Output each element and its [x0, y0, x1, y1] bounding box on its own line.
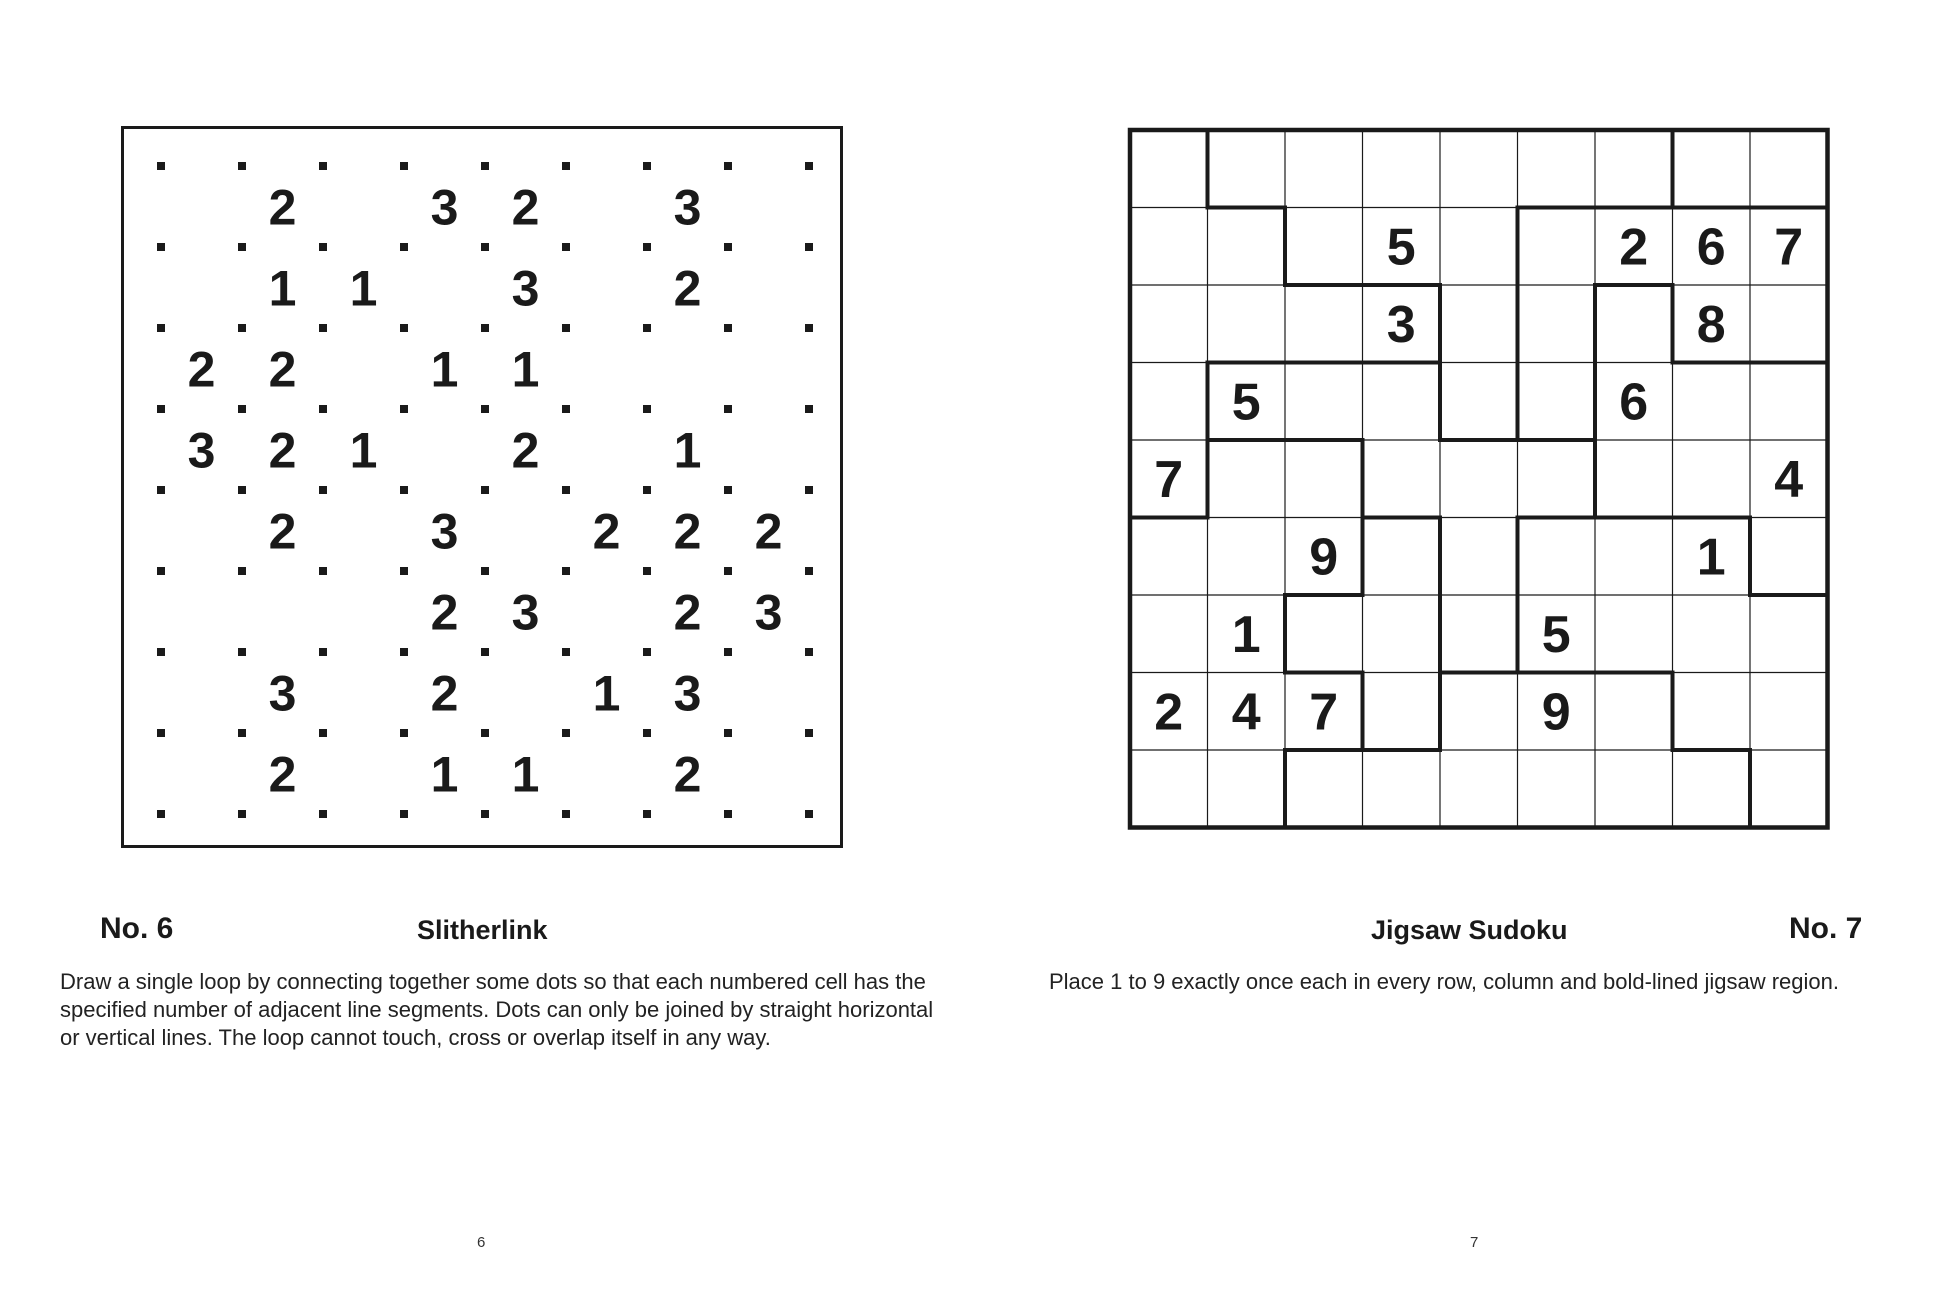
grid-dot	[238, 810, 246, 818]
grid-dot	[238, 405, 246, 413]
grid-dot	[319, 567, 327, 575]
grid-dot	[562, 486, 570, 494]
grid-dot	[157, 729, 165, 737]
clue-number: 1	[511, 746, 540, 803]
grid-dot	[319, 810, 327, 818]
given-digit: 7	[1309, 683, 1339, 742]
clue-number: 1	[430, 746, 459, 803]
grid-dot	[400, 810, 408, 818]
jigsaw-sudoku-grid	[1127, 127, 1831, 831]
given-digit: 3	[1386, 295, 1416, 354]
grid-dot	[724, 648, 732, 656]
clue-number: 1	[268, 260, 297, 317]
grid-dot	[481, 324, 489, 332]
given-digit: 8	[1696, 295, 1726, 354]
grid-dot	[643, 324, 651, 332]
given-digit: 6	[1696, 218, 1726, 277]
clue-number: 2	[511, 179, 540, 236]
grid-dot	[400, 324, 408, 332]
grid-dot	[157, 810, 165, 818]
clue-number: 2	[430, 584, 459, 641]
grid-dot	[805, 729, 813, 737]
grid-dot	[724, 567, 732, 575]
grid-dot	[643, 729, 651, 737]
grid-dot	[643, 243, 651, 251]
grid-dot	[643, 162, 651, 170]
grid-dot	[643, 405, 651, 413]
given-digit: 2	[1619, 218, 1649, 277]
grid-dot	[805, 810, 813, 818]
clue-number: 3	[511, 260, 540, 317]
grid-dot	[724, 729, 732, 737]
grid-dot	[319, 729, 327, 737]
grid-dot	[319, 324, 327, 332]
grid-dot	[238, 162, 246, 170]
grid-dot	[724, 405, 732, 413]
grid-dot	[562, 162, 570, 170]
grid-dot	[238, 486, 246, 494]
grid-dot	[400, 486, 408, 494]
given-digit: 7	[1774, 218, 1804, 277]
clue-number: 1	[349, 422, 378, 479]
grid-dot	[157, 324, 165, 332]
puzzle-title: Jigsaw Sudoku	[1371, 915, 1568, 945]
puzzle-number: No. 7	[1789, 912, 1863, 945]
grid-dot	[157, 567, 165, 575]
given-digit: 9	[1541, 683, 1571, 742]
grid-dot	[481, 405, 489, 413]
grid-dot	[562, 810, 570, 818]
grid-dot	[562, 405, 570, 413]
puzzle-instructions: Place 1 to 9 exactly once each in every row, column and bold-lined jigsaw region.	[1049, 969, 1840, 994]
grid-dot	[724, 243, 732, 251]
grid-dot	[400, 162, 408, 170]
clue-number: 2	[187, 341, 216, 398]
page-number: 6	[477, 1234, 486, 1251]
grid-dot	[400, 567, 408, 575]
grid-dot	[805, 243, 813, 251]
right-page	[973, 0, 1946, 1292]
slitherlink-grid	[121, 126, 843, 848]
clue-number: 2	[673, 746, 702, 803]
puzzle-title: Slitherlink	[417, 915, 548, 945]
grid-dot	[805, 567, 813, 575]
clue-number: 2	[430, 665, 459, 722]
clue-number: 2	[268, 503, 297, 560]
clue-number: 2	[754, 503, 783, 560]
grid-dot	[319, 243, 327, 251]
given-digit: 4	[1774, 450, 1804, 509]
clue-number: 3	[673, 179, 702, 236]
clue-number: 2	[592, 503, 621, 560]
grid-dot	[157, 162, 165, 170]
given-digit: 1	[1231, 605, 1261, 664]
grid-dot	[643, 648, 651, 656]
clue-number: 3	[754, 584, 783, 641]
clue-number: 3	[268, 665, 297, 722]
grid-dot	[400, 648, 408, 656]
grid-dot	[238, 243, 246, 251]
grid-dot	[805, 486, 813, 494]
grid-dot	[562, 729, 570, 737]
grid-dot	[643, 810, 651, 818]
grid-dot	[319, 162, 327, 170]
given-digit: 9	[1309, 528, 1339, 587]
clue-number: 1	[592, 665, 621, 722]
grid-dot	[481, 486, 489, 494]
clue-number: 1	[430, 341, 459, 398]
grid-dot	[157, 243, 165, 251]
puzzle-instructions: Draw a single loop by connecting together some dots so that each numbered cell has the specified number of adjacent line segments. Dots can only be joined by straight horizontal or vertical lines. The loop cannot touch, cross or overlap itself in any way.	[60, 969, 934, 1050]
grid-dot	[562, 648, 570, 656]
grid-dot	[805, 324, 813, 332]
grid-dot	[319, 648, 327, 656]
puzzle-number: No. 6	[100, 912, 174, 945]
grid-dot	[319, 405, 327, 413]
grid-dot	[238, 729, 246, 737]
grid-dot	[805, 648, 813, 656]
grid-dot	[157, 486, 165, 494]
clue-number: 3	[673, 665, 702, 722]
clue-number: 2	[673, 584, 702, 641]
grid-dot	[481, 243, 489, 251]
grid-dot	[238, 324, 246, 332]
grid-dot	[805, 405, 813, 413]
grid-dot	[319, 486, 327, 494]
clue-number: 2	[268, 179, 297, 236]
clue-number: 2	[268, 422, 297, 479]
grid-dot	[562, 324, 570, 332]
given-digit: 2	[1154, 683, 1184, 742]
given-digit: 7	[1154, 450, 1184, 509]
grid-dot	[400, 729, 408, 737]
grid-dot	[481, 567, 489, 575]
grid-dot	[238, 567, 246, 575]
grid-dot	[805, 162, 813, 170]
page-number: 7	[1470, 1234, 1479, 1251]
grid-dot	[562, 567, 570, 575]
grid-dot	[724, 162, 732, 170]
grid-dot	[481, 729, 489, 737]
clue-number: 2	[673, 503, 702, 560]
given-digit: 4	[1231, 683, 1261, 742]
grid-dot	[643, 567, 651, 575]
grid-dot	[724, 810, 732, 818]
clue-number: 2	[268, 341, 297, 398]
grid-dot	[400, 243, 408, 251]
grid-dot	[562, 243, 570, 251]
grid-dot	[400, 405, 408, 413]
grid-dot	[481, 648, 489, 656]
grid-dot	[643, 486, 651, 494]
grid-dot	[481, 810, 489, 818]
clue-number: 2	[673, 260, 702, 317]
grid-dot	[157, 405, 165, 413]
grid-dot	[238, 648, 246, 656]
clue-number: 3	[511, 584, 540, 641]
given-digit: 6	[1619, 373, 1649, 432]
clue-number: 1	[349, 260, 378, 317]
grid-dot	[724, 486, 732, 494]
clue-number: 3	[187, 422, 216, 479]
given-digit: 1	[1696, 528, 1726, 587]
clue-number: 2	[268, 746, 297, 803]
clue-number: 2	[511, 422, 540, 479]
given-digit: 5	[1231, 373, 1261, 432]
grid-dot	[157, 648, 165, 656]
grid-dot	[481, 162, 489, 170]
clue-number: 1	[673, 422, 702, 479]
clue-number: 3	[430, 179, 459, 236]
grid-dot	[724, 324, 732, 332]
given-digit: 5	[1541, 605, 1571, 664]
clue-number: 1	[511, 341, 540, 398]
clue-number: 3	[430, 503, 459, 560]
given-digit: 5	[1386, 218, 1416, 277]
